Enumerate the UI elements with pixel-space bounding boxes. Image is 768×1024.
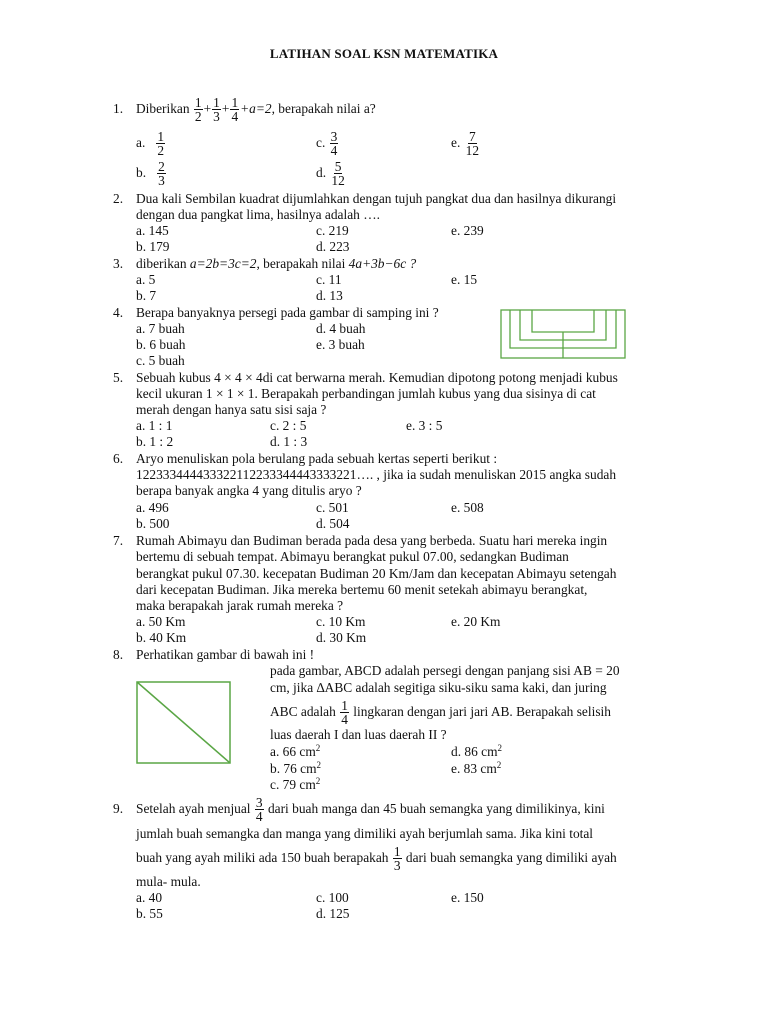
q5-option-c: c. 2 : 5	[270, 418, 307, 433]
q8-option-a: a. 66 $cm^2$	[270, 743, 321, 759]
q3-text: diberikan a=2b=3c=2, berapakah nilai 4a+3b−6c ?	[136, 256, 417, 271]
q5-line-1: Sebuah kubus 4 × 4 × 4di cat berwarna merah. Kemudian dipotong potong menjadi kubus	[136, 370, 618, 385]
q8-option-e: e. 83 $cm^2$	[451, 760, 502, 776]
q9-number: 9.	[113, 801, 124, 816]
q4-text: Berapa banyaknya persegi pada gambar di samping ini ?	[136, 305, 439, 320]
nested-squares-figure	[500, 309, 628, 361]
square-diagonal-figure	[136, 681, 232, 765]
q7-number: 7.	[113, 533, 124, 548]
q8-option-d: d. 86 $cm^2$	[451, 743, 502, 759]
q1-frac-2: $\frac{1}{3}$	[213, 95, 220, 125]
q2-option-a: a. 145	[136, 223, 169, 238]
q3-option-d: d. 13	[316, 288, 343, 303]
q7-line-1: Rumah Abimayu dan Budiman berada pada desa yang berbeda. Suatu hari mereka ingin	[136, 533, 608, 548]
q6-option-b: b. 500	[136, 516, 170, 531]
q8-line-5: luas daerah I dan luas daerah II ?	[270, 727, 447, 742]
q7-option-c: c. 10 Km	[316, 614, 366, 629]
q4-option-b: b. 6 buah	[136, 337, 186, 352]
q2-line-1: Dua kali Sembilan kuadrat dijumlahkan dengan tujuh pangkat dua dan hasilnya dikurangi	[136, 191, 617, 206]
q8-line-1: Perhatikan gambar di bawah ini !	[136, 647, 315, 662]
q8-option-b: b. 76 $cm^2$	[270, 760, 321, 776]
q7-option-b: b. 40 Km	[136, 630, 187, 645]
q1-option-a: a. $\frac{1}{2}$	[136, 129, 165, 159]
q8-frac: $\frac{1}{4}$	[341, 698, 348, 728]
q8-line-3: cm, jika ∆ABC adalah segitiga siku-siku sama kaki, dan juring	[270, 680, 607, 695]
q9-line-1: Setelah ayah menjual $\frac{3}{4}$ dari buah manga dan 45 buah semangka yang dimilikinya, kini	[136, 795, 605, 825]
q1-frac-1: $\frac{1}{2}$	[194, 95, 202, 125]
q6-option-c: c. 501	[316, 500, 349, 515]
q1-option-b: b. $\frac{2}{3}$	[136, 159, 165, 189]
q6-option-e: e. 508	[451, 500, 484, 515]
q4-number: 4.	[113, 305, 124, 320]
q2-option-c: c. 219	[316, 223, 349, 238]
q5-option-a: a. 1 : 1	[136, 418, 173, 433]
q1-number: 1.	[113, 101, 124, 116]
q8-line-4: ABC adalah $\frac{1}{4}$ lingkaran dengan jari jari AB. Berapakah selisih	[270, 698, 611, 728]
q7-option-e: e. 20 Km	[451, 614, 501, 629]
q2-option-d: d. 223	[316, 239, 350, 254]
q3-option-c: c. 11	[316, 272, 342, 287]
q3-option-e: e. 15	[451, 272, 478, 287]
q8-number: 8.	[113, 647, 124, 662]
q5-line-2: kecil ukuran 1 × 1 × 1. Berapakah perbandingan jumlah kubus yang dua sisinya di cat	[136, 386, 596, 401]
q1-option-c: c. $\frac{3}{4}$	[316, 129, 338, 159]
q1-frac-3: $\frac{1}{4}$	[231, 95, 239, 125]
q5-option-e: e. 3 : 5	[406, 418, 443, 433]
q3-option-a: a. 5	[136, 272, 156, 287]
q5-number: 5.	[113, 370, 124, 385]
q2-option-b: b. 179	[136, 239, 170, 254]
q7-option-a: a. 50 Km	[136, 614, 186, 629]
q6-option-a: a. 496	[136, 500, 169, 515]
q5-option-d: d. 1 : 3	[270, 434, 308, 449]
q6-line-2: 122333444433322112233344443333221…. , jika ia sudah menuliskan 2015 angka sudah	[136, 467, 617, 482]
q7-line-3: berangkat pukul 07.30. kecepatan Budiman 20 Km/Jam dan kecepatan Abimayu setengah	[136, 566, 617, 581]
q9-option-e: e. 150	[451, 890, 484, 905]
q9-option-c: c. 100	[316, 890, 349, 905]
q1-option-d: d. $\frac{5}{12}$	[316, 159, 345, 189]
q8-line-2: pada gambar, ABCD adalah persegi dengan panjang sisi AB = 20	[270, 663, 620, 678]
q9-line-2: jumlah buah semangka dan manga yang dimiliki ayah berjumlah sama. Jika kini total	[136, 826, 594, 841]
q1-text: Diberikan $\frac{1}{2}$ + $\frac{1}{3}$ + $\frac{1}{4}$ +a=2, berapakah nilai a?	[136, 95, 376, 125]
q9-frac-2: $\frac{1}{3}$	[393, 844, 401, 874]
q5-option-b: b. 1 : 2	[136, 434, 174, 449]
q6-line-3: berapa banyak angka 4 yang ditulis aryo ?	[136, 483, 362, 498]
q6-number: 6.	[113, 451, 124, 466]
q4-option-a: a. 7 buah	[136, 321, 185, 336]
q2-option-e: e. 239	[451, 223, 484, 238]
q2-number: 2.	[113, 191, 124, 206]
q9-option-a: a. 40	[136, 890, 163, 905]
q9-line-3: buah yang ayah miliki ada 150 buah berapakah $\frac{1}{3}$ dari buah semangka yang dimiliki ayah	[136, 844, 617, 874]
q5-line-3: merah dengan hanya satu sisi saja ?	[136, 402, 327, 417]
q7-line-4: dari kecepatan Budiman. Jika mereka bertemu 60 menit setekah abimayu berangkat,	[136, 582, 588, 597]
q3-option-b: b. 7	[136, 288, 157, 303]
q9-line-4: mula- mula.	[136, 874, 201, 889]
q9-option-b: b. 55	[136, 906, 163, 921]
q1-option-e: e. $\frac{7}{12}$	[451, 129, 480, 159]
q7-option-d: d. 30 Km	[316, 630, 367, 645]
q4-option-e: e. 3 buah	[316, 337, 365, 352]
q9-option-d: d. 125	[316, 906, 350, 921]
q8-option-c: c. 79 $cm^2$	[270, 776, 321, 792]
page-title: LATIHAN SOAL KSN MATEMATIKA	[269, 46, 499, 61]
q2-line-2: dengan dua pangkat lima, hasilnya adalah ….	[136, 207, 380, 222]
q6-option-d: d. 504	[316, 516, 350, 531]
q9-frac-1: $\frac{3}{4}$	[255, 795, 263, 825]
q3-number: 3.	[113, 256, 124, 271]
q4-option-d: d. 4 buah	[316, 321, 366, 336]
q4-option-c: c. 5 buah	[136, 353, 185, 368]
q6-line-1: Aryo menuliskan pola berulang pada sebuah kertas seperti berikut :	[136, 451, 498, 466]
q7-line-2: bertemu di sebuah tempat. Abimayu berangkat pukul 07.00, sedangkan Budiman	[136, 549, 569, 564]
q7-line-5: maka berapakah jarak rumah mereka ?	[136, 598, 344, 613]
